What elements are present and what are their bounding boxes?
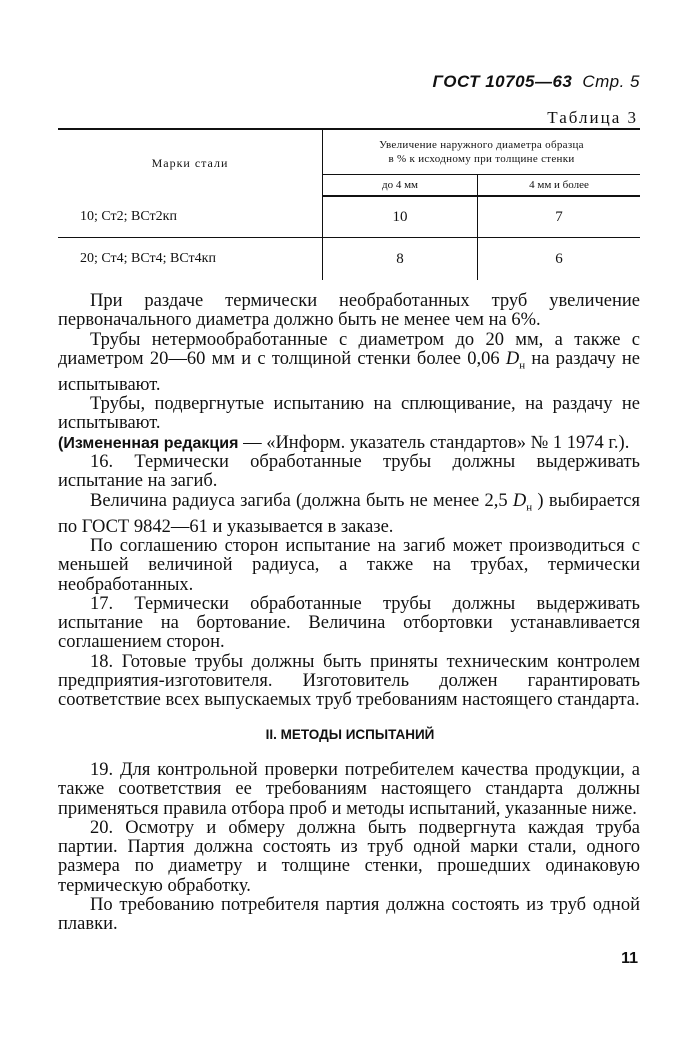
diameter-subscript: н <box>519 359 526 372</box>
paragraph: По требованию потребителя партия должна состоять из труб одной плавки. <box>58 895 640 935</box>
value-cell: 8 <box>323 238 478 281</box>
value-cell: 6 <box>478 238 641 281</box>
diameter-symbol: D <box>505 348 520 369</box>
table-3 <box>58 128 640 280</box>
paragraph <box>58 434 640 453</box>
paragraph <box>58 492 640 537</box>
paragraph: По соглашению сторон испытание на загиб может производиться с меньшей величиной радиуса, а также на трубах, термически необработанных. <box>58 535 640 595</box>
paragraph-text: Трубы нетермообработанные с диаметром до 20 мм, а также с диаметром 20—60 мм и с толщиной стенки более 0,06 <box>58 329 640 369</box>
diameter-symbol: D <box>512 490 527 511</box>
paragraph-text: Величина радиуса загиба (должна быть не менее 2,5 <box>90 490 508 511</box>
standard-number: ГОСТ 10705—63 <box>432 72 573 91</box>
paragraph: 17. Термически обработанные трубы должны выдерживать испытание на бортование. Величина отбортовки устанавливается соглашением сторон. <box>58 593 640 653</box>
paragraph: 16. Термически обработанные трубы должны выдерживать испытание на загиб. <box>58 452 640 492</box>
paragraph-text: ) выбирается по ГОСТ 9842—61 и указывается в заказе. <box>58 490 641 537</box>
table-row <box>58 196 640 238</box>
steel-grade-cell: 10; Ст2; ВСт2кп <box>58 196 323 238</box>
steel-grade-cell: 20; Ст4; ВСт4; ВСт4кп <box>58 238 323 281</box>
edition-note-text: — «Информ. указатель стандартов» № 1 1974 г.). <box>243 432 630 453</box>
value-cell: 7 <box>555 208 563 225</box>
column-header-up-to-4mm: до 4 мм <box>323 175 478 197</box>
page-label: Стр. 5 <box>582 72 640 91</box>
diameter-subscript: н <box>526 501 533 514</box>
paragraph: 18. Готовые трубы должны быть приняты техническим контролем предприятия-изготовителя. Изготовитель должен гарантировать соответствие всех выпускаемых труб требованиям настоящего стандарта. <box>58 651 640 711</box>
column-header-steel: Марки стали <box>58 129 323 196</box>
paragraph: 19. Для контрольной проверки потребителем качества продукции, а также соответствия ее требованиям настоящего стандарта должны применяться правила отбора проб и методы испытаний, указанные ниже. <box>58 760 640 819</box>
group-header-line1: Увеличение наружного диаметра образца <box>379 139 584 151</box>
table-caption: Таблица 3 <box>547 108 638 127</box>
value-cell: 10 <box>323 196 478 238</box>
edition-note-bold: (Измененная редакция <box>58 434 239 452</box>
group-header-line2: в % к исходному при толщине стенки <box>388 153 575 165</box>
column-header-group <box>323 129 641 175</box>
table-row <box>58 238 640 281</box>
body-text-methods <box>58 761 640 935</box>
body-text <box>58 292 640 711</box>
section-title: II. МЕТОДЫ ИСПЫТАНИЙ <box>265 727 435 742</box>
paragraph <box>58 331 640 396</box>
paragraph: 20. Осмотру и обмеру должна быть подвергнута каждая труба партии. Партия должна состоять из труб одной марки стали, одного размера по диаметру и толщине стенки, прошедших одинаковую термическую обработку. <box>58 817 640 896</box>
page-header <box>433 72 640 92</box>
page-number: 11 <box>621 950 638 967</box>
paragraph-text: на раздачу не испытывают. <box>58 348 640 395</box>
paragraph: Трубы, подвергнутые испытанию на сплющивание, на раздачу не испытывают. <box>58 394 640 434</box>
paragraph: При раздаче термически необработанных труб увеличение первоначального диаметра должно быть не менее чем на 6%. <box>58 291 640 331</box>
column-header-4mm-plus: 4 мм и более <box>478 175 641 197</box>
